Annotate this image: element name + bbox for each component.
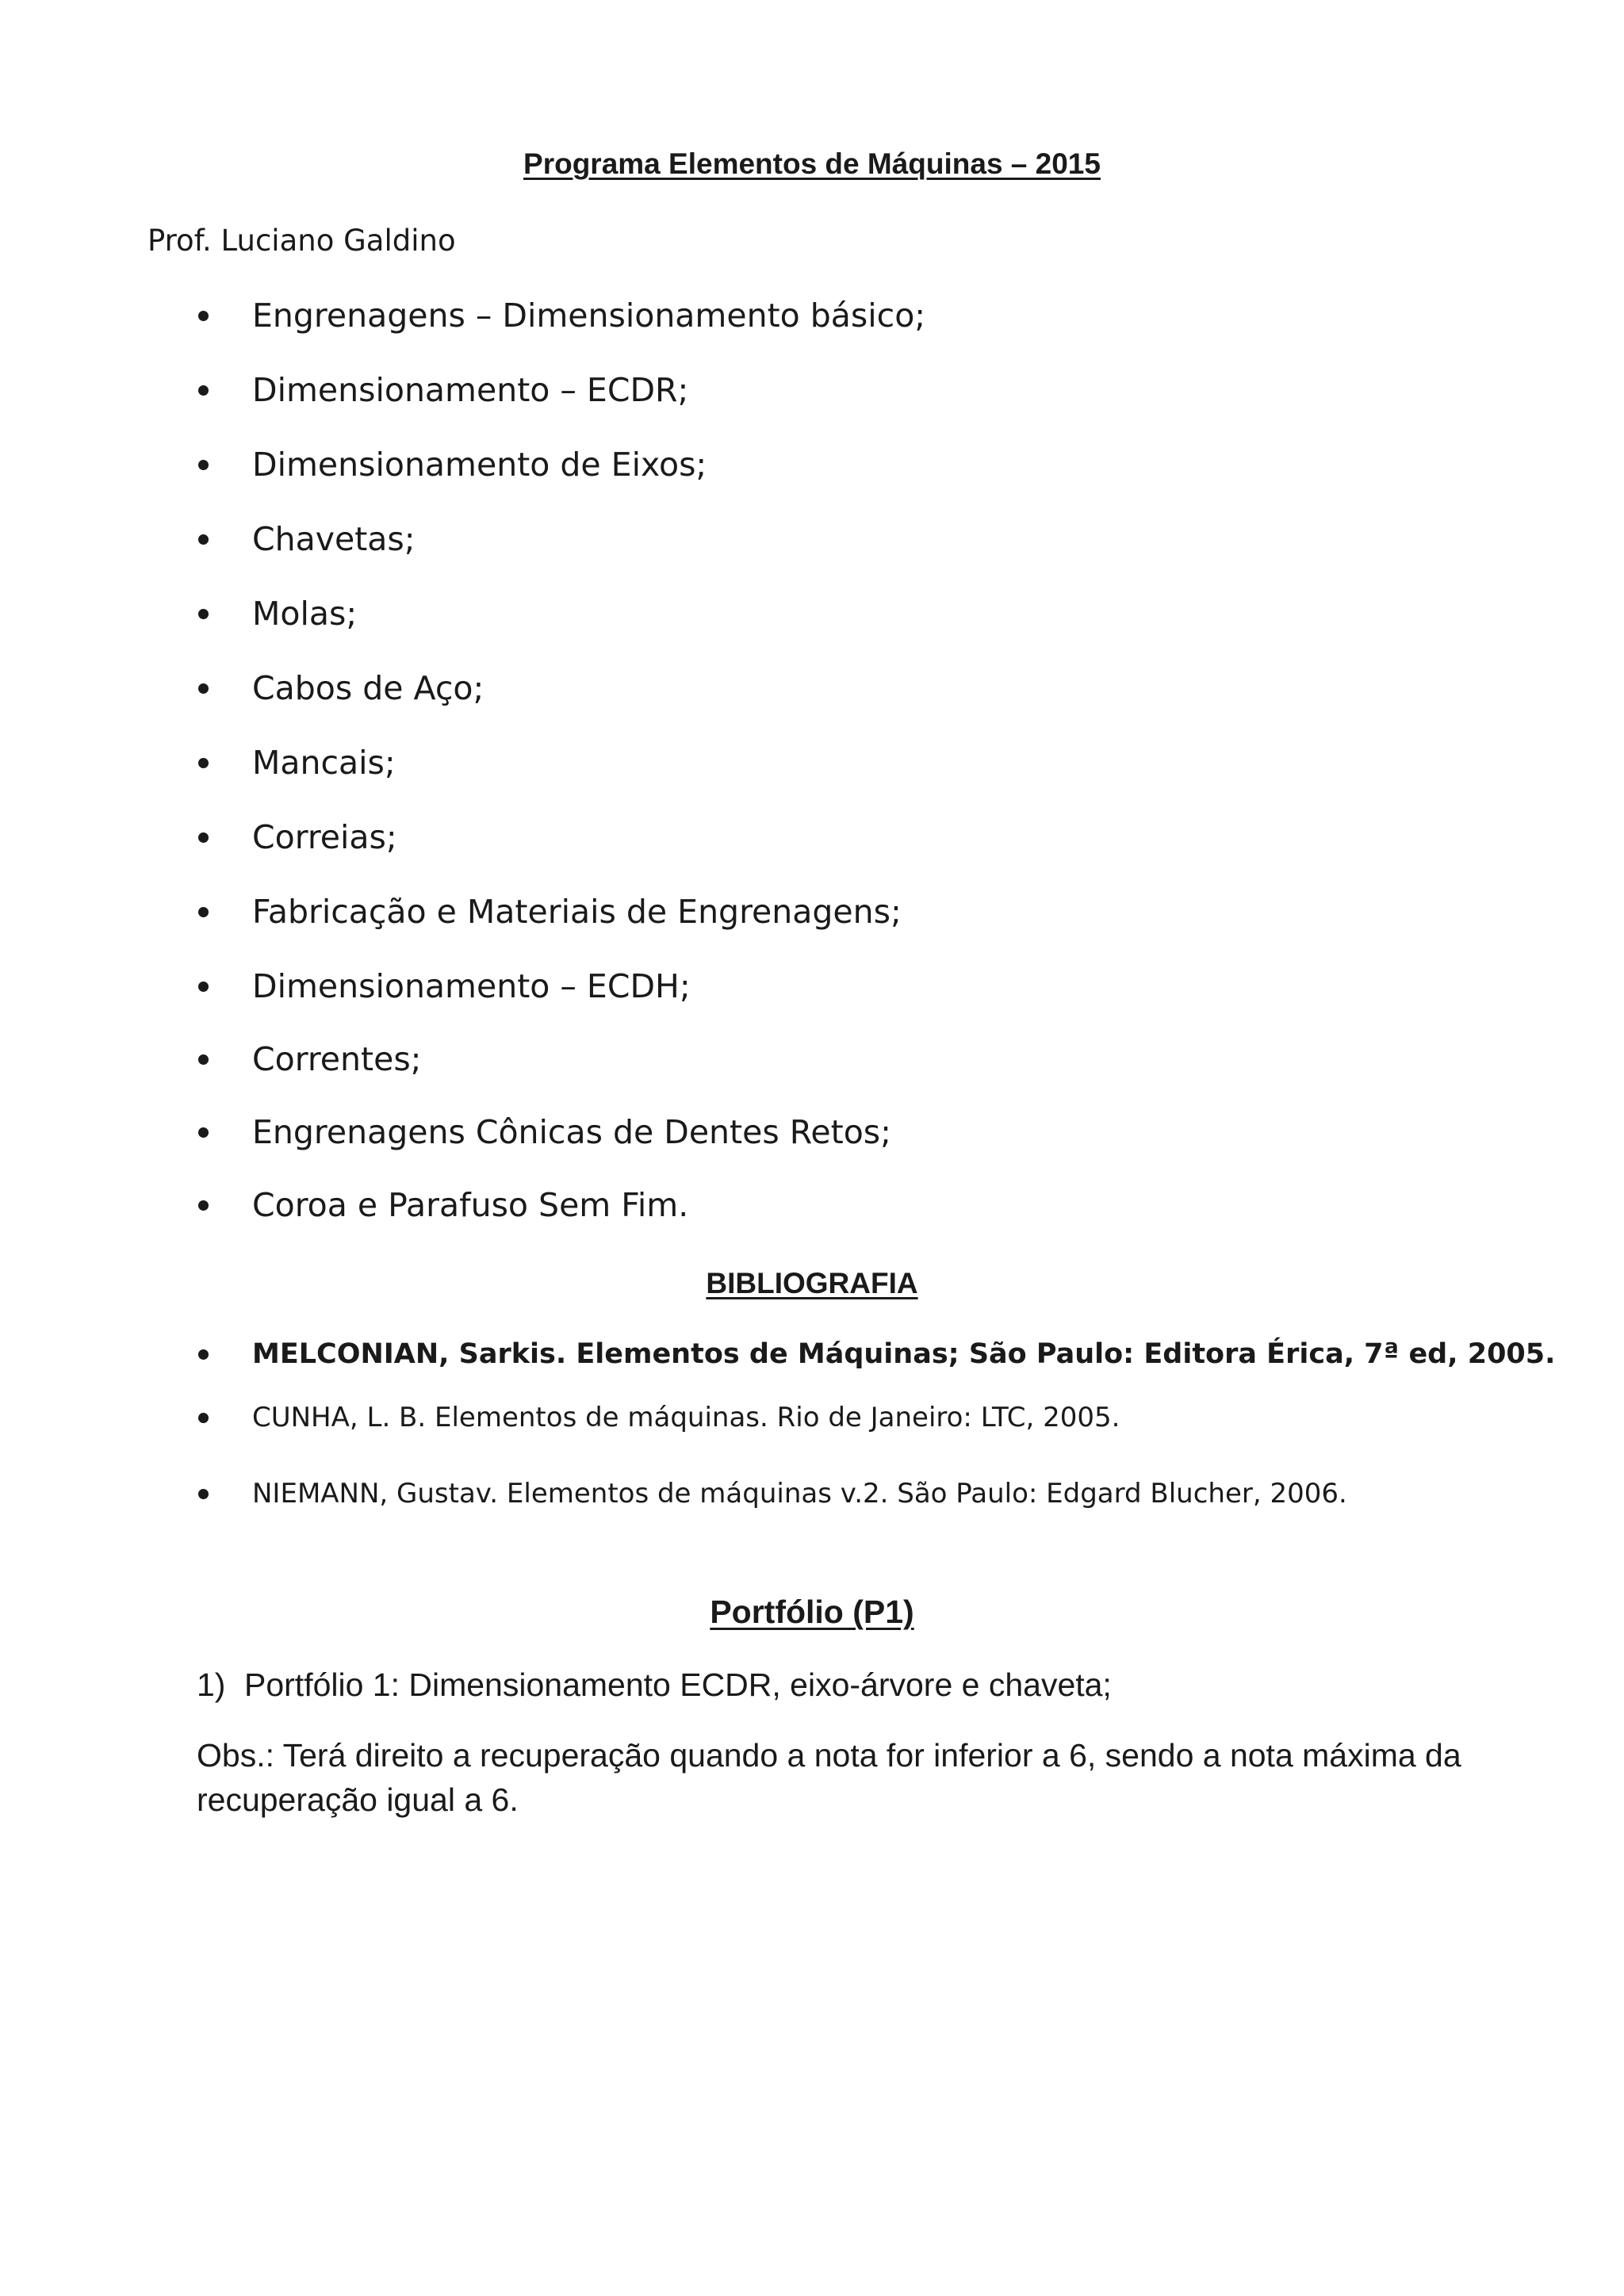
- bullet-icon: [198, 907, 209, 917]
- topic-label: Engrenagens Cônicas de Dentes Retos;: [252, 1113, 891, 1151]
- portfolio-heading: Portfólio (P1): [710, 1594, 914, 1630]
- bullet-icon: [198, 1200, 209, 1211]
- document-title: Programa Elementos de Máquinas – 2015: [523, 147, 1101, 180]
- bullet-icon: [198, 609, 209, 619]
- list-item: [198, 739, 396, 786]
- list-item: [198, 888, 902, 936]
- reference-text: NIEMANN, Gustav. Elementos de máquinas v.2. São Paulo: Edgard Blucher, 2006.: [252, 1478, 1347, 1510]
- topic-label: Dimensionamento – ECDH;: [252, 967, 691, 1005]
- topic-label: Dimensionamento – ECDR;: [252, 371, 689, 409]
- bullet-icon: [198, 460, 209, 470]
- reference-text: MELCONIAN, Sarkis. Elementos de Máquinas; São Paulo: Editora Érica, 7ª ed, 2005.: [252, 1338, 1556, 1370]
- portfolio-item: [197, 1667, 1112, 1704]
- bullet-icon: [198, 758, 209, 768]
- topic-label: Coroa e Parafuso Sem Fim.: [252, 1186, 689, 1224]
- reference-item: [198, 1471, 1347, 1516]
- topic-label: Fabricação e Materiais de Engrenagens;: [252, 893, 902, 931]
- bullet-icon: [198, 534, 209, 545]
- list-item: [198, 441, 707, 488]
- topic-label: Molas;: [252, 595, 358, 633]
- list-item: [198, 515, 416, 563]
- list-item: [198, 962, 691, 1010]
- list-item: [198, 590, 357, 637]
- topic-label: Engrenagens – Dimensionamento básico;: [252, 297, 926, 335]
- bullet-icon: [198, 385, 209, 396]
- topic-label: Correias;: [252, 818, 397, 856]
- topic-label: Cabos de Aço;: [252, 669, 485, 707]
- list-item: [198, 1035, 422, 1083]
- list-item: [198, 664, 484, 712]
- topic-label: Correntes;: [252, 1040, 422, 1078]
- topic-label: Mancais;: [252, 744, 396, 782]
- professor-name: Prof. Luciano Galdino: [147, 224, 456, 258]
- bullet-icon: [198, 683, 209, 694]
- reference-item: [198, 1332, 1555, 1376]
- item-number: 1): [197, 1667, 226, 1703]
- item-text: Portfólio 1: Dimensionamento ECDR, eixo-árvore e chaveta;: [244, 1667, 1112, 1703]
- list-item: [198, 1181, 688, 1229]
- bullet-icon: [198, 982, 209, 992]
- observation-note: Obs.: Terá direito a recuperação quando a nota for inferior a 6, sendo a nota máxima da recuperação igual a 6.: [197, 1737, 1461, 1818]
- topic-label: Dimensionamento de Eixos;: [252, 446, 707, 484]
- bullet-icon: [198, 1489, 209, 1499]
- bullet-icon: [198, 1413, 209, 1423]
- topic-label: Chavetas;: [252, 520, 416, 558]
- bullet-icon: [198, 311, 209, 321]
- reference-item: [198, 1395, 1120, 1440]
- bibliography-heading: BIBLIOGRAFIA: [706, 1267, 918, 1299]
- list-item: [198, 813, 397, 861]
- reference-text: CUNHA, L. B. Elementos de máquinas. Rio de Janeiro: LTC, 2005.: [252, 1402, 1120, 1433]
- bullet-icon: [198, 1054, 209, 1065]
- bullet-icon: [198, 1349, 209, 1360]
- list-item: [198, 292, 925, 339]
- list-item: [198, 366, 688, 414]
- bullet-icon: [198, 1127, 209, 1138]
- list-item: [198, 1108, 891, 1156]
- bullet-icon: [198, 832, 209, 843]
